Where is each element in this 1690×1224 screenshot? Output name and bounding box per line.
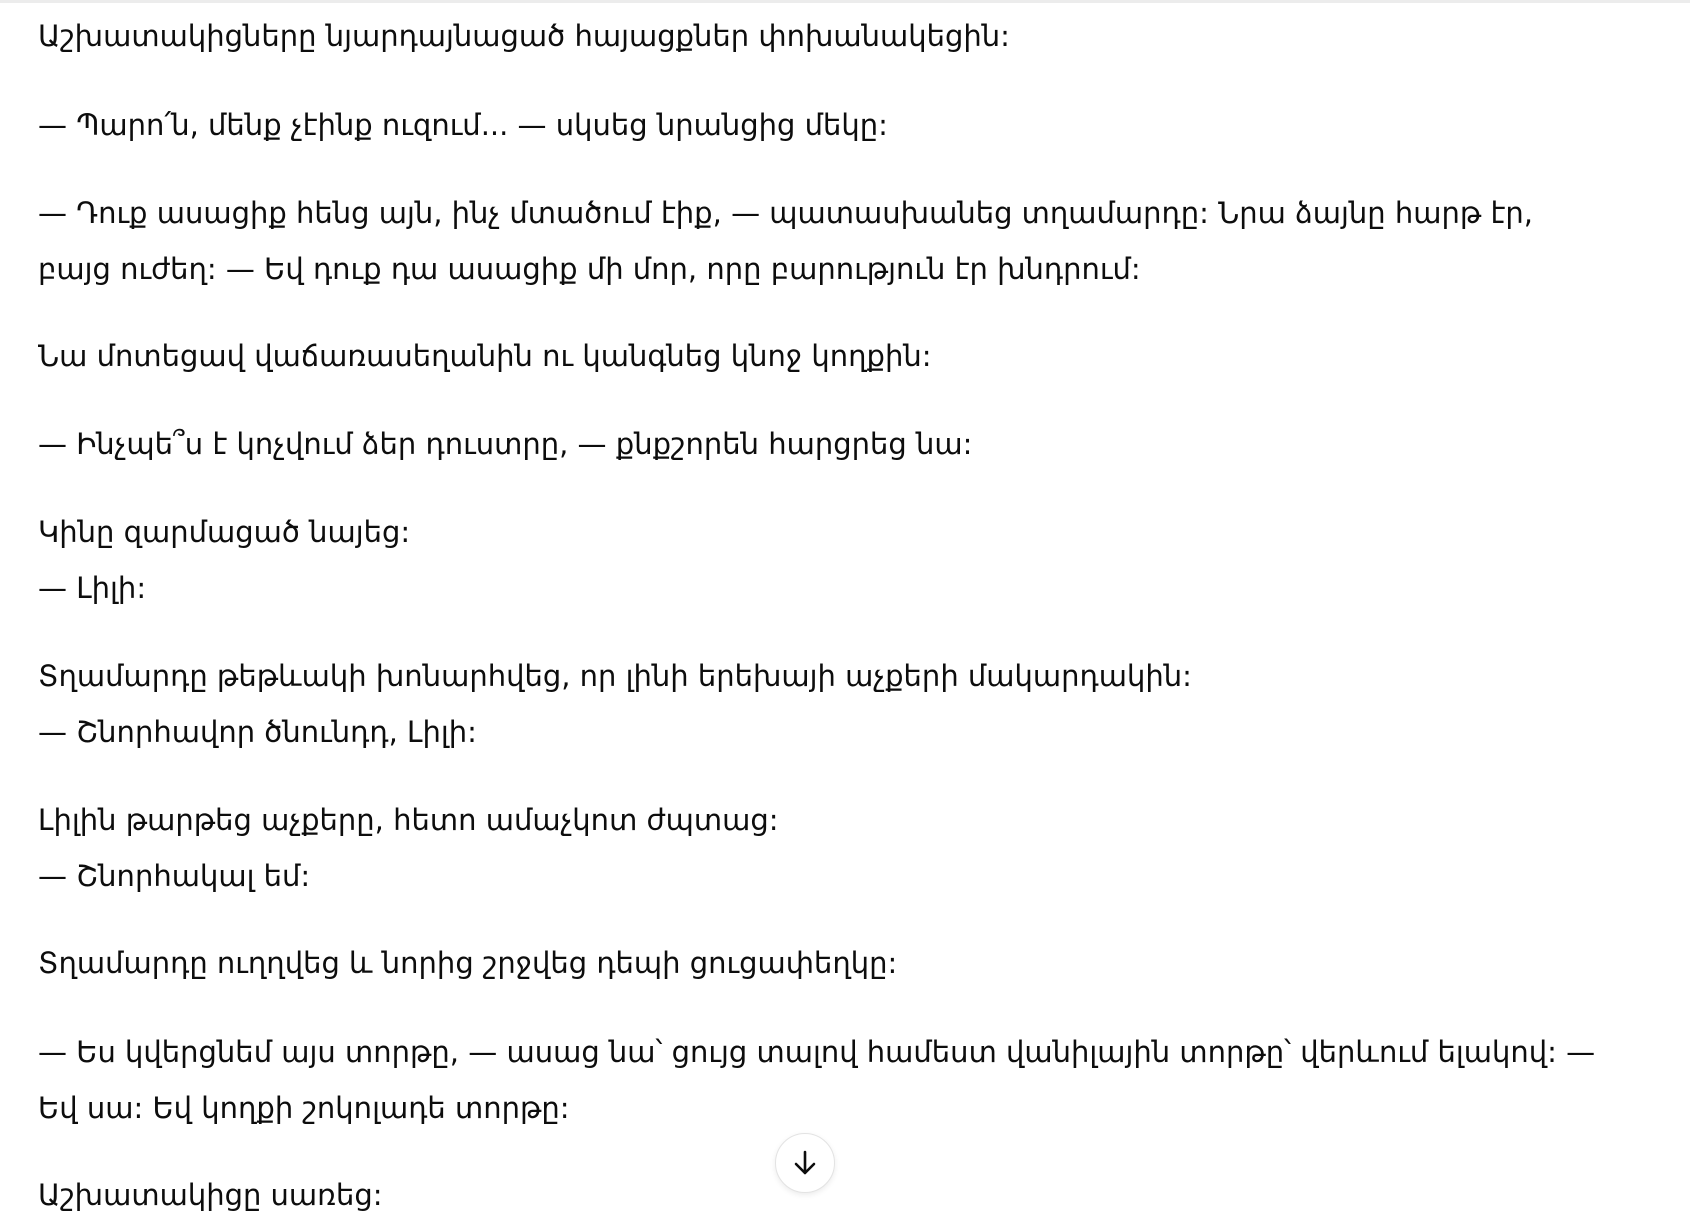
text-line: բայց ուժեղ: — Եվ դուք դա ասացիք մի մոր, որը բարություն էր խնդրում: bbox=[38, 252, 1141, 286]
top-divider bbox=[0, 0, 1690, 3]
message-paragraph bbox=[38, 416, 1638, 472]
text-line: — Լիլի: bbox=[38, 571, 147, 605]
text-line: Եվ սա: Եվ կողքի շոկոլադե տորթը: bbox=[38, 1091, 570, 1125]
message-paragraph bbox=[38, 8, 1638, 64]
text-line: — Ինչպե՞ս է կոչվում ձեր դուստրը, — քնքշորեն հարցրեց նա: bbox=[38, 427, 973, 461]
text-line: Աշխատակիցը սառեց: bbox=[38, 1178, 383, 1212]
text-line: — Դուք ասացիք հենց այն, ինչ մտածում էիք, — պատասխանեց տղամարդը: Նրա ձայնը հարթ էր, bbox=[38, 196, 1534, 230]
text-line: — Շնորհավոր ծնունդդ, Լիլի: bbox=[38, 715, 477, 749]
text-line: — Ես կվերցնեմ այս տորթը, — ասաց նա՝ ցույց տալով համեստ վանիլային տորթը՝ վերևում ելակով: — bbox=[38, 1035, 1596, 1069]
message-paragraph bbox=[38, 504, 1638, 616]
message-paragraph bbox=[38, 935, 1638, 991]
text-line: Լիլին թարթեց աչքերը, հետո ամաչկոտ ժպտաց: bbox=[38, 803, 779, 837]
message-paragraph bbox=[38, 185, 1638, 297]
message-paragraph bbox=[38, 1024, 1638, 1136]
text-line: Տղամարդը ուղղվեց և նորից շրջվեց դեպի ցուցափեղկը: bbox=[38, 946, 898, 980]
message-paragraph bbox=[38, 648, 1638, 760]
message-paragraph bbox=[38, 328, 1638, 384]
arrow-down-icon bbox=[790, 1148, 820, 1178]
message-paragraph bbox=[38, 792, 1638, 904]
message-paragraph bbox=[38, 97, 1638, 153]
message-paragraph bbox=[38, 1167, 1638, 1223]
text-line: — Շնորհակալ եմ: bbox=[38, 859, 311, 893]
text-line: Նա մոտեցավ վաճառասեղանին ու կանգնեց կնոջ կողքին: bbox=[38, 339, 932, 373]
scroll-to-bottom-button[interactable] bbox=[775, 1133, 835, 1193]
text-line: Աշխատակիցները նյարդայնացած հայացքներ փոխանակեցին: bbox=[38, 19, 1010, 53]
text-line: Կինը զարմացած նայեց: bbox=[38, 515, 411, 549]
text-line: Տղամարդը թեթևակի խոնարհվեց, որ լինի երեխայի աչքերի մակարդակին: bbox=[38, 659, 1192, 693]
text-line: — Պարո՛ն, մենք չէինք ուզում... — սկսեց նրանցից մեկը: bbox=[38, 108, 888, 142]
